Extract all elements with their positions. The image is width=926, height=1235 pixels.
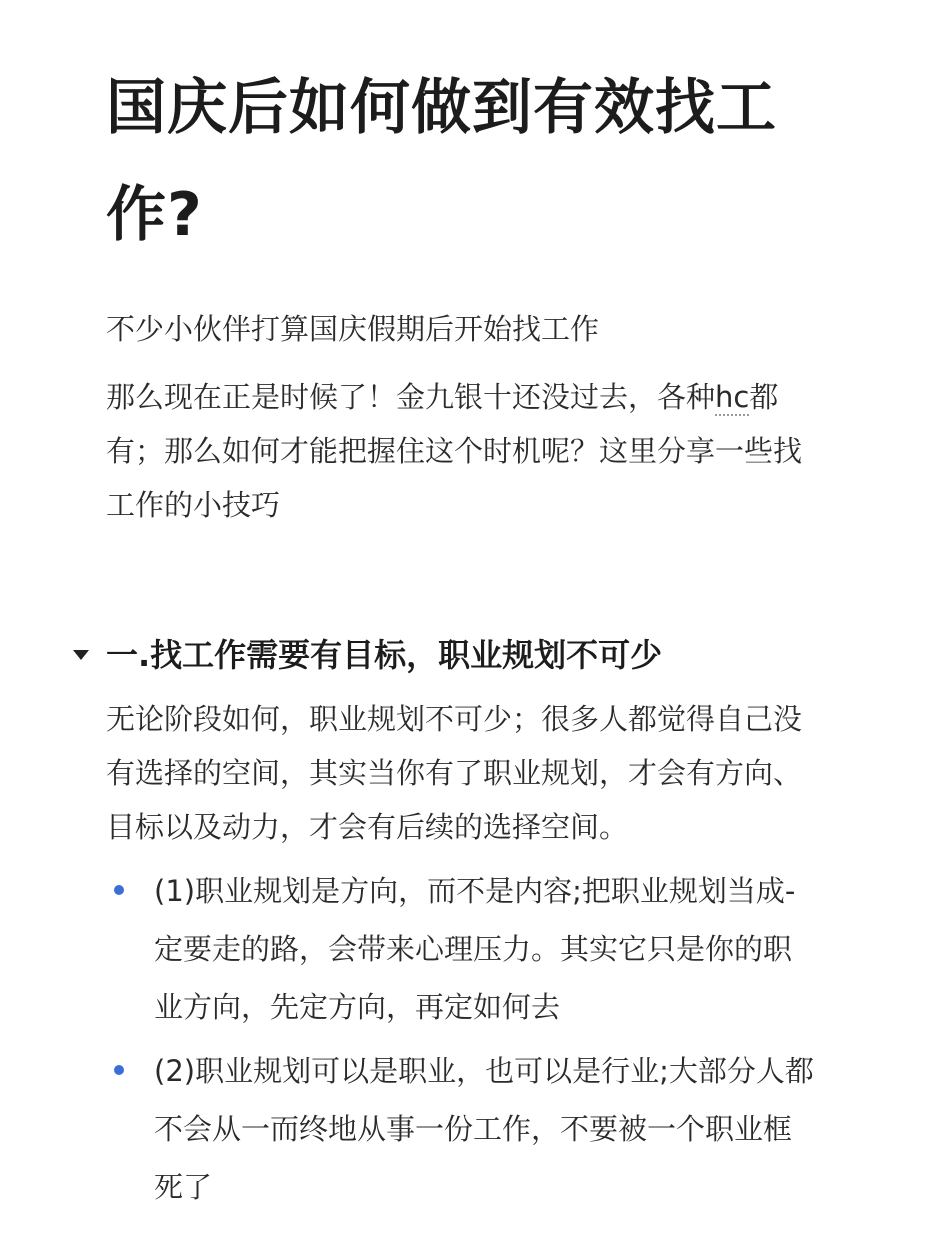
list-item: [0, 1042, 814, 1216]
intro-paragraph-1: 不少小伙伴打算国庆假期后开始找工作: [106, 312, 600, 346]
article-title: 国庆后如何做到有效找工作?: [106, 73, 777, 250]
section-paragraph: 无论阶段如何，职业规划不可少；很多人都觉得自己没有选择的空间，其实当你有了职业规划，才会有方向、目标以及动力，才会有后续的选择空间。: [106, 702, 803, 844]
intro-paragraph-2: [106, 370, 826, 532]
bullet-text: (2)职业规划可以是职业，也可以是行业;大部分人都不会从一而终地从事一份工作，不要被一个职业框死了: [154, 1054, 814, 1204]
section-title: 一.找工作需要有目标，职业规划不可少: [106, 636, 663, 674]
bullet-list: [0, 862, 926, 1222]
intro-text-before: 那么现在正是时候了！金九银十还没过去，各种: [106, 380, 716, 414]
bullet-dot-icon: [114, 885, 124, 895]
hc-term-link[interactable]: hc: [715, 380, 750, 414]
section-heading-row[interactable]: [70, 628, 830, 682]
caret-down-icon[interactable]: [70, 644, 92, 666]
caret-down-svg: [72, 648, 90, 662]
list-item: [0, 862, 814, 1036]
bullet-text: (1)职业规划是方向，而不是内容;把职业规划当成-定要走的路，会带来心理压力。其实它只是你的职业方向，先定方向，再定如何去: [154, 874, 796, 1024]
intro-text-after: 都有；那么如何才能把握住这个时机呢？这里分享一些找工作的小技巧: [106, 380, 803, 522]
bullet-dot-icon: [114, 1065, 124, 1075]
